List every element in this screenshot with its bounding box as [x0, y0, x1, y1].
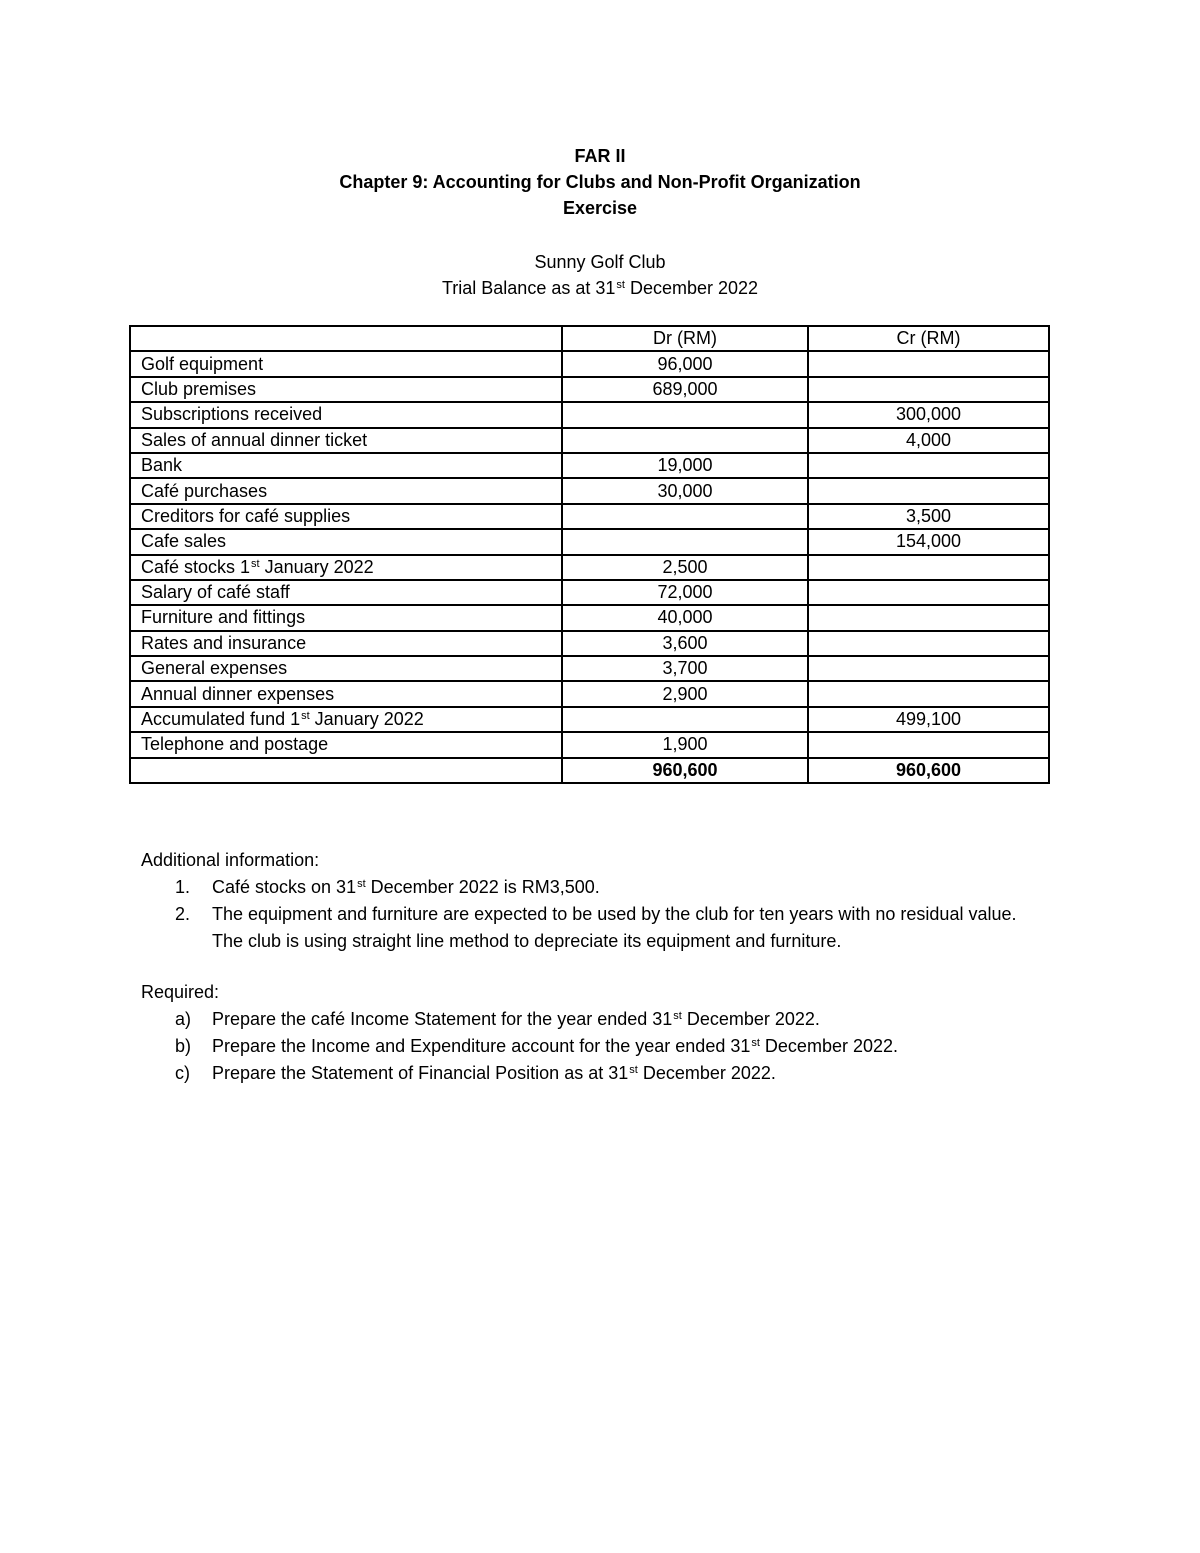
account-name: Cafe sales: [141, 531, 227, 552]
statement-title-prefix: Trial Balance as at 31: [441, 278, 616, 298]
account-header-cell: [130, 326, 562, 351]
account-name: Café purchases: [141, 480, 268, 501]
statement-title: [0, 275, 1200, 301]
account-cell: [130, 707, 562, 732]
account-cell: [130, 732, 562, 757]
list-item-text-suffix: December 2022 is RM3,500.: [365, 877, 600, 897]
cr-cell: 3,500: [808, 504, 1049, 529]
list-item-text: The equipment and furniture are expected to be used by the club for ten years with no residual value. The club is using straight line method to depreciate its equipment and furniture.: [212, 904, 1017, 951]
account-name-suffix: January 2022: [309, 709, 424, 730]
account-cell: [130, 656, 562, 681]
totals-row: [130, 758, 1049, 783]
table-row: [130, 478, 1049, 503]
account-cell: [130, 377, 562, 402]
dr-cell: [562, 504, 808, 529]
dr-cell: 40,000: [562, 605, 808, 630]
dr-cell: 2,500: [562, 555, 808, 580]
list-marker: 2.: [175, 904, 191, 924]
list-marker: b): [175, 1036, 192, 1056]
cr-total-cell: 960,600: [808, 758, 1049, 783]
table-header-row: [130, 326, 1049, 351]
dr-header-cell: Dr (RM): [562, 326, 808, 351]
dr-cell: [562, 707, 808, 732]
dr-cell: 19,000: [562, 453, 808, 478]
cr-cell: 499,100: [808, 707, 1049, 732]
account-name: Sales of annual dinner ticket: [141, 429, 368, 450]
dr-cell: 72,000: [562, 580, 808, 605]
table-row: [130, 707, 1049, 732]
account-name: Golf equipment: [141, 353, 264, 374]
account-cell: [130, 681, 562, 706]
account-name-sup: st: [301, 710, 310, 723]
additional-information-heading: Additional information:: [141, 850, 320, 870]
statement-header: [0, 249, 1200, 301]
required-list: [141, 1006, 1061, 1087]
account-cell: [130, 453, 562, 478]
account-cell: [130, 605, 562, 630]
table-row: [130, 555, 1049, 580]
list-item-text: Café stocks on 31: [212, 877, 357, 897]
totals-label-cell: [130, 758, 562, 783]
list-item-text: Prepare the café Income Statement for the year ended 31: [212, 1009, 673, 1029]
account-name: Accumulated fund 1: [141, 709, 301, 730]
trial-balance-table: [129, 325, 1050, 784]
list-marker: 1.: [175, 877, 191, 897]
account-cell: [130, 402, 562, 427]
table-row: [130, 529, 1049, 554]
list-item-sup: st: [751, 1037, 760, 1049]
list-marker: c): [175, 1063, 190, 1083]
cr-cell: [808, 555, 1049, 580]
list-item-sup: st: [357, 878, 366, 890]
dr-cell: 689,000: [562, 377, 808, 402]
dr-cell: 2,900: [562, 681, 808, 706]
account-cell: [130, 351, 562, 376]
list-item: [141, 901, 1061, 955]
required-heading: Required:: [141, 982, 220, 1002]
list-item: [141, 874, 1061, 901]
dr-total-cell: 960,600: [562, 758, 808, 783]
cr-cell: 4,000: [808, 428, 1049, 453]
course-title: FAR II: [574, 146, 626, 166]
account-name: Furniture and fittings: [141, 607, 306, 628]
table-row: [130, 453, 1049, 478]
list-item-text-suffix: December 2022.: [637, 1063, 776, 1083]
additional-information-list: [141, 874, 1061, 955]
statement-title-sup: st: [616, 279, 625, 291]
account-cell: [130, 504, 562, 529]
list-item-sup: st: [629, 1064, 638, 1076]
chapter-title: Chapter 9: Accounting for Clubs and Non-Profit Organization: [339, 172, 861, 192]
account-cell: [130, 631, 562, 656]
dr-cell: [562, 529, 808, 554]
account-name: Creditors for café supplies: [141, 505, 351, 526]
list-item: [141, 1060, 1061, 1087]
cr-cell: [808, 681, 1049, 706]
account-name-suffix: January 2022: [259, 556, 374, 577]
cr-cell: 300,000: [808, 402, 1049, 427]
cr-cell: [808, 605, 1049, 630]
account-name: Café stocks 1: [141, 556, 251, 577]
document-header: [0, 143, 1200, 221]
dr-cell: 30,000: [562, 478, 808, 503]
list-item-sup: st: [673, 1010, 682, 1022]
list-item-text: Prepare the Statement of Financial Position as at 31: [212, 1063, 629, 1083]
table-row: [130, 377, 1049, 402]
table-row: [130, 428, 1049, 453]
cr-cell: [808, 453, 1049, 478]
cr-cell: [808, 631, 1049, 656]
list-item-text-suffix: December 2022.: [681, 1009, 820, 1029]
list-marker: a): [175, 1009, 192, 1029]
cr-cell: [808, 656, 1049, 681]
account-name: Telephone and postage: [141, 734, 329, 755]
list-item: [141, 1006, 1061, 1033]
account-cell: [130, 478, 562, 503]
dr-cell: [562, 428, 808, 453]
cr-cell: [808, 580, 1049, 605]
table-row: [130, 732, 1049, 757]
cr-cell: [808, 732, 1049, 757]
table-row: [130, 656, 1049, 681]
cr-cell: [808, 377, 1049, 402]
dr-cell: 3,700: [562, 656, 808, 681]
dr-cell: 3,600: [562, 631, 808, 656]
account-name: Annual dinner expenses: [141, 683, 335, 704]
dr-cell: 96,000: [562, 351, 808, 376]
exercise-title: Exercise: [562, 198, 638, 218]
account-name: Club premises: [141, 378, 257, 399]
cr-header-cell: Cr (RM): [808, 326, 1049, 351]
table-row: [130, 681, 1049, 706]
list-item-text: Prepare the Income and Expenditure account for the year ended 31: [212, 1036, 751, 1056]
list-item: [141, 1033, 1061, 1060]
account-cell: [130, 529, 562, 554]
required-section: [141, 979, 1061, 1087]
account-name: Subscriptions received: [141, 404, 323, 425]
cr-cell: 154,000: [808, 529, 1049, 554]
additional-information-section: [141, 847, 1061, 955]
account-name: General expenses: [141, 658, 288, 679]
table-row: [130, 351, 1049, 376]
table-row: [130, 631, 1049, 656]
account-cell: [130, 555, 562, 580]
account-name: Rates and insurance: [141, 632, 307, 653]
account-name: Salary of café staff: [141, 582, 290, 603]
dr-cell: [562, 402, 808, 427]
organization-name: Sunny Golf Club: [534, 252, 666, 272]
statement-title-suffix: December 2022: [624, 278, 759, 298]
account-cell: [130, 580, 562, 605]
list-item-text-suffix: December 2022.: [759, 1036, 898, 1056]
account-name-sup: st: [251, 557, 260, 570]
table-row: [130, 605, 1049, 630]
table-row: [130, 580, 1049, 605]
account-cell: [130, 428, 562, 453]
cr-cell: [808, 478, 1049, 503]
table-row: [130, 504, 1049, 529]
cr-cell: [808, 351, 1049, 376]
table-row: [130, 402, 1049, 427]
account-name: Bank: [141, 455, 183, 476]
dr-cell: 1,900: [562, 732, 808, 757]
